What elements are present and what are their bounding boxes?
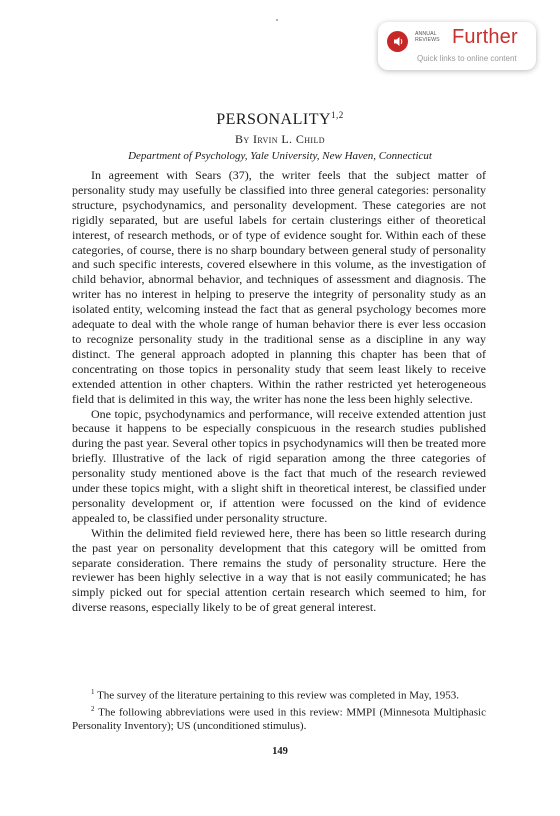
body-paragraph: Within the delimited field reviewed here, there has been so little research during the past year on personality development that this category will be omitted from separate consideration. There remains the study of personality structure. Here the reviewer has been highly selective in a way that is not easily communicated; he has simply picked out for special attention certain research which seemed to him, for diverse reasons, especially likely to be of great general interest.	[72, 525, 486, 615]
footnote-mark: 2	[91, 705, 95, 714]
badge-title: Further	[452, 26, 518, 48]
footnote	[72, 686, 486, 703]
top-dot	[276, 19, 278, 21]
affiliation-line: Department of Psychology, Yale University, New Haven, Connecticut	[128, 150, 432, 162]
footnote-text: The survey of the literature pertaining to this review was completed in May, 1953.	[97, 689, 459, 702]
article-body	[72, 168, 486, 615]
author-line: By Irvin L. Child	[235, 132, 325, 146]
footnote-mark: 1	[91, 688, 95, 696]
article-title-text: PERSONALITY	[216, 111, 332, 128]
footnote-text: The following abbreviations were used in this review: MMPI (Minnesota Multiphasic Personality Inventory); US (unconditioned stimulus).	[72, 706, 486, 733]
further-badge-link[interactable]	[378, 22, 536, 70]
badge-subtitle: Quick links to online content	[417, 54, 517, 63]
body-paragraph: One topic, psychodynamics and performance, will receive extended attention just because it happens to be especially conspicuous in the research studies published during the past year. Several other topics in psychodynamics will then be treated more briefly. Illustrative of the lack of rigid separation among the three categories of personality study mentioned above is the fact that much of the research reviewed under these topics might, with a slight shift in theoretical interest, be classified under personality development or, if attention were focussed on the kind of evidence appealed to, be classified under personality structure.	[72, 406, 486, 525]
page-number: 149	[272, 746, 288, 757]
speaker-play-icon	[387, 31, 408, 52]
title-footnote-marks: 1,2	[331, 110, 344, 120]
body-paragraph: In agreement with Sears (37), the writer feels that the subject matter of personality study may usefully be classified into three general categories: personality structure, psychodynamics, and personality development. These categories are not rigidly separated, but are useful labels for certain clusterings either of theoretical interest, of research methods, or of type of evidence sought for. Within each of these categories, of course, there is no sharp boundary between general study of personality and such specific interests, covered elsewhere in this volume, as the investigation of child behavior, abnormal behavior, and techniques of assessment and diagnosis. The writer has no interest in helping to preserve the integrity of personality study as an isolated entity, welcoming instead the fact that as general psychology becomes more adequate to deal with the whole range of human behavior there is ever less occasion to recognize personality study in the traditional sense as a discipline in any way distinct. The general approach adopted in planning this chapter has been that of concentrating on those topics in personality study that seem least likely to receive extended attention in other chapters. Within the rather restricted yet heterogeneous field that is delimited in this way, the writer has none the less been highly selective.	[72, 168, 486, 406]
footnotes	[72, 686, 486, 734]
footnote	[72, 703, 486, 734]
badge-publisher-label: ANNUAL REVIEWS	[415, 31, 440, 43]
article-title	[0, 110, 560, 129]
